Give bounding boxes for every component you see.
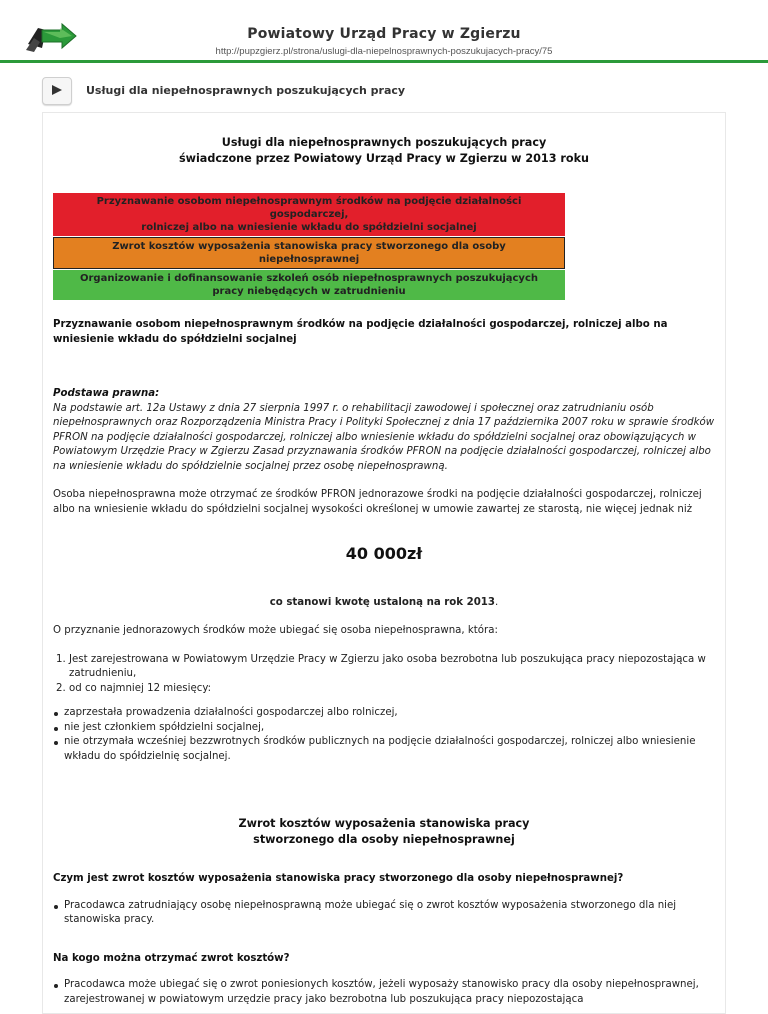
breadcrumb	[0, 63, 768, 109]
breadcrumb-title: Usługi dla niepełnosprawnych poszukujących pracy	[86, 84, 406, 97]
funds-amount: 40 000zł	[345, 544, 423, 563]
page-heading	[53, 135, 715, 167]
list-item: Pracodawca zatrudniający osobę niepełnosprawną może ubiegać się o zwrot kosztów wyposażenia stworzonego dla niej stanowiska pracy.	[64, 899, 715, 928]
amount-note-end: .	[494, 596, 499, 608]
section-funds-title: Przyznawanie osobom niepełnosprawnym środków na podjęcie działalności gospodarczej, rolniczej albo na wniesienie wkładu do spółdzielni socjalnej	[53, 319, 668, 345]
funds-paragraph: Osoba niepełnosprawna może otrzymać ze środków PFRON jednorazowe środki na podjęcie działalności gospodarczej, rolniczej albo na wniesienie wkładu do spółdzielni socjalnej wysokości określonej w umowie zawartej ze starostą, nie więcej jednak niż	[53, 489, 702, 515]
section-equipment-title-line-2: stworzonego dla osoby niepełnosprawnej	[253, 833, 515, 846]
service-link-equipment-line-2: niepełnosprawnej	[258, 254, 360, 265]
eligibility-bullet-list	[53, 706, 715, 764]
section-equipment-title-line-1: Zwrot kosztów wyposażenia stanowiska pracy	[238, 817, 530, 830]
site-header	[0, 0, 768, 63]
list-item: nie jest członkiem spółdzielni socjalnej,	[64, 721, 715, 736]
section-equipment-title	[53, 816, 715, 848]
service-links	[53, 193, 565, 300]
question-what: Czym jest zwrot kosztów wyposażenia stanowiska pracy stworzonego dla osoby niepełnosprawnej?	[53, 873, 624, 884]
heading-line-1: Usługi dla niepełnosprawnych poszukujących pracy	[221, 136, 547, 149]
list-item: 1. Jest zarejestrowana w Powiatowym Urzędzie Pracy w Zgierzu jako osoba bezrobotna lub poszukująca pracy niepozostająca w zatrudnieniu,	[69, 653, 715, 682]
legal-basis-label: Podstawa prawna:	[53, 388, 160, 399]
site-title: Powiatowy Urząd Pracy w Zgierzu	[247, 26, 521, 42]
service-link-funds-line-1: Przyznawanie osobom niepełnosprawnym środków na podjęcie działalności	[96, 196, 522, 207]
question-what-list	[53, 899, 715, 928]
service-link-equipment[interactable]	[53, 237, 565, 269]
main-content	[53, 135, 715, 1007]
amount-note-bold: co stanowi kwotę ustaloną na rok 2013	[269, 596, 495, 608]
play-icon[interactable]	[42, 77, 72, 105]
logo-arrow-icon[interactable]	[24, 20, 80, 54]
heading-line-2: świadczone przez Powiatowy Urząd Pracy w Zgierzu w 2013 roku	[178, 152, 590, 165]
question-who-list	[53, 978, 715, 1007]
list-item: Pracodawca może ubiegać się o zwrot poniesionych kosztów, jeżeli wyposaży stanowisko pracy dla osoby niepełnosprawnej, zarejestrowanej w powiatowym urzędzie pracy jako bezrobotna lub poszukująca pracy niepozostająca	[64, 978, 715, 1007]
eligibility-intro: O przyznanie jednorazowych środków może ubiegać się osoba niepełnosprawna, która:	[53, 625, 498, 636]
service-link-funds-line-2: gospodarczej,	[269, 209, 349, 220]
list-item: zaprzestała prowadzenia działalności gospodarczej albo rolniczej,	[64, 706, 715, 721]
service-link-funds[interactable]	[53, 193, 565, 236]
eligibility-ordered-list	[53, 653, 715, 697]
list-item: 2. od co najmniej 12 miesięcy:	[69, 682, 715, 697]
question-who: Na kogo można otrzymać zwrot kosztów?	[53, 952, 290, 964]
service-link-funds-line-3: rolniczej albo na wniesienie wkładu do spółdzielni socjalnej	[141, 222, 477, 233]
service-link-training-line-1: Organizowanie i dofinansowanie szkoleń osób niepełnosprawnych poszukujących	[79, 273, 539, 284]
list-item: nie otrzymała wcześniej bezzwrotnych środków publicznych na podjęcie działalności gospodarczej, rolniczej albo wniesienie wkładu do spółdzielnię socjalnej.	[64, 735, 715, 764]
amount-note	[53, 596, 715, 611]
legal-basis-text: Na podstawie art. 12a Ustawy z dnia 27 sierpnia 1997 r. o rehabilitacji zawodowej i społecznej oraz zatrudnianiu osób niepełnosprawnych oraz Rozporządzenia Ministra Pracy i Polityki Społecznej z dnia 17 października 2007 roku w sprawie środków PFRON na podjęcie działalności gospodarczej, rolniczej albo wniesienie wkładu do spółdzielni socjalnej oraz obowiązujących w Powiatowym Urzędzie Pracy w Zgierzu Zasad przyznawania środków PFRON na podjęcie działalności gospodarczej, rolniczej albo na wniesienie wkładu do spółdzielnie socjalnej przez osobę niepełnosprawną.	[53, 402, 715, 472]
site-url[interactable]: http://pupzgierz.pl/strona/uslugi-dla-niepelnosprawnych-poszukujacych-pracy/75	[215, 46, 553, 57]
service-link-training-line-2: pracy niebędących w zatrudnieniu	[212, 286, 406, 297]
service-link-training[interactable]	[53, 270, 565, 300]
service-link-equipment-line-1: Zwrot kosztów wyposażenia stanowiska pracy stworzonego dla osoby	[112, 241, 506, 252]
